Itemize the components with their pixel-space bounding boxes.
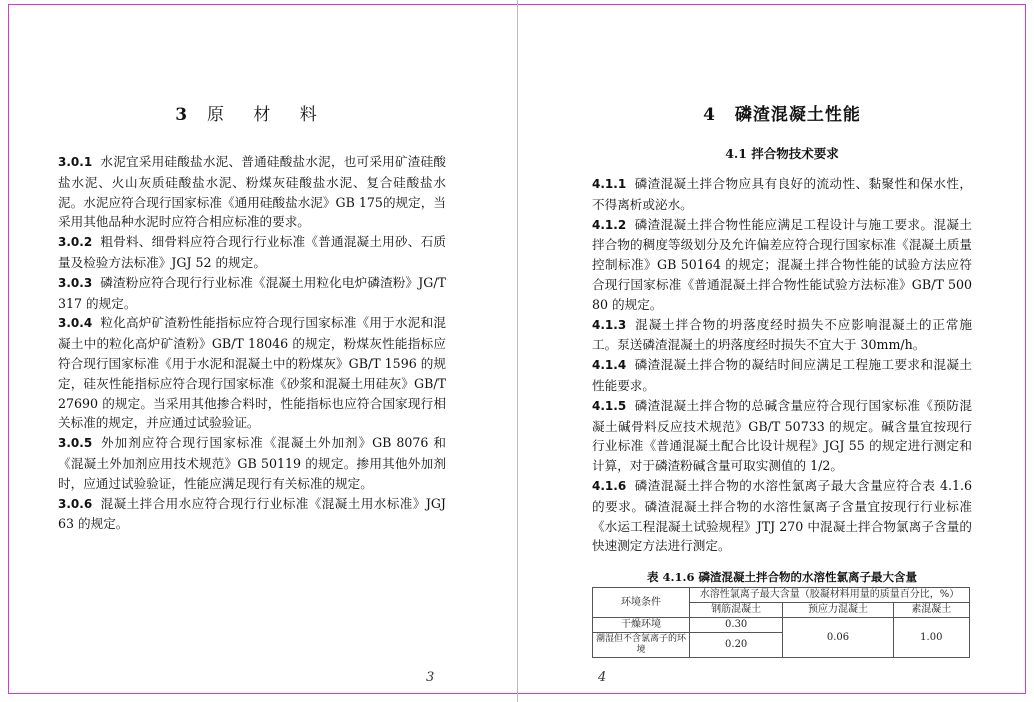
chapter-number: 4 xyxy=(703,105,716,125)
clause-number: 4.1.5 xyxy=(592,398,627,413)
table-cell: 潮湿但不含氯离子的环境 xyxy=(593,633,690,658)
clause-number: 3.0.2 xyxy=(58,235,93,250)
table-cell: 0.06 xyxy=(783,618,893,658)
clause xyxy=(592,396,972,476)
clause-text: 混凝土拌合物的坍落度经时损失不应影响混凝土的正常施工。泵送磷渣混凝土的坍落度经时损失不宜大于 30mm/h。 xyxy=(592,316,972,353)
clause-number: 3.0.4 xyxy=(58,316,93,331)
chloride-limit-table xyxy=(592,587,970,658)
table-cell: 0.30 xyxy=(690,618,783,633)
table-caption: 表 4.1.6 磷渣混凝土拌合物的水溶性氯离子最大含量 xyxy=(646,570,918,584)
clause xyxy=(58,494,446,535)
clause-text: 磷渣混凝土拌合物的凝结时间应满足工程施工要求和混凝土性能要求。 xyxy=(592,357,972,393)
clause xyxy=(58,232,446,273)
table-cell: 0.20 xyxy=(690,633,783,658)
table-header-cell: 预应力混凝土 xyxy=(783,603,893,618)
clause-number: 3.0.5 xyxy=(58,436,93,451)
clause-text: 磷渣混凝土拌合物的水溶性氯离子最大含量应符合表 4.1.6 的要求。磷渣混凝土拌合物的水溶性氯离子含量宜按现行行业标准《水运工程混凝土试验规程》JTJ 270 中混凝土拌合物氯离子含量的快速测定方法进行测定。 xyxy=(592,477,972,554)
chapter-3-title xyxy=(58,100,446,125)
clause-text: 磷渣混凝土拌合物性能应满足工程设计与施工要求。混凝土拌合物的稠度等级划分及允许偏差应符合现行国家标准《混凝土质量控制标准》GB 50164 的规定；混凝土拌合物性能的试验方法应符合现行国家标准《普通混凝土拌合物性能试验方法标准》GB/T 50080 的规定。 xyxy=(592,216,972,312)
clause-number: 4.1.1 xyxy=(592,177,627,191)
table-header-cell: 钢筋混凝土 xyxy=(690,603,783,618)
chapter-4-title xyxy=(592,100,972,125)
left-clauses xyxy=(58,152,446,534)
clause-number: 4.1.4 xyxy=(592,358,627,373)
clause-text: 水泥宜采用硅酸盐水泥、普通硅酸盐水泥，也可采用矿渣硅酸盐水泥、火山灰质硅酸盐水泥、粉煤灰硅酸盐水泥、复合硅酸盐水泥。水泥应符合现行国家标准《通用硅酸盐水泥》GB 175的规定，当采用其他品种水泥时应符合相应标准的要求。 xyxy=(58,154,446,230)
clause-number: 3.0.6 xyxy=(58,496,93,511)
left-page xyxy=(58,0,446,702)
clause-number: 4.1.3 xyxy=(592,317,627,332)
clause xyxy=(592,174,972,215)
clause xyxy=(592,476,972,556)
clause-text: 磷渣混凝土拌合物应具有良好的流动性、黏聚性和保水性，不得离析或泌水。 xyxy=(592,176,972,212)
table-header-row xyxy=(593,588,970,603)
clause-text: 磷渣粉应符合现行行业标准《混凝土用粒化电炉磷渣粉》JG/T 317 的规定。 xyxy=(58,274,446,311)
chapter-title-text: 原 材 料 xyxy=(206,105,329,125)
clause-text: 粒化高炉矿渣粉性能指标应符合现行国家标准《用于水泥和混凝土中的粒化高炉矿渣粉》GB/T 18046 的规定，粉煤灰性能指标应符合现行国家标准《用于水泥和混凝土中的粉煤灰》GB/T 1596 的规定，硅灰性能指标应符合现行国家标准《砂浆和混凝土用硅灰》GB/T 27690 的规定。当采用其他掺合料时，性能指标也应符合国家现行相关标准的规定，并应通过试验验证。 xyxy=(58,315,446,431)
page-number: 3 xyxy=(426,670,435,685)
table-cell: 1.00 xyxy=(893,618,969,658)
clause-text: 外加剂应符合现行国家标准《混凝土外加剂》GB 8076 和《混凝土外加剂应用技术规范》GB 50119 的规定。掺用其他外加剂时，应通过试验验证，性能应满足现行有关标准的规定。 xyxy=(58,435,446,491)
chapter-title-text: 磷渣混凝土性能 xyxy=(734,105,861,125)
page-number: 4 xyxy=(598,670,607,685)
table-header-cell: 水溶性氯离子最大含量（胶凝材料用量的质量百分比，%） xyxy=(690,588,970,603)
clause-text: 粗骨料、细骨料应符合现行行业标准《普通混凝土用砂、石质量及检验方法标准》JGJ 52 的规定。 xyxy=(58,234,446,270)
clause xyxy=(58,152,446,232)
clause xyxy=(592,215,972,315)
clause xyxy=(58,433,446,493)
clause-number: 4.1.6 xyxy=(592,478,627,493)
spread-gutter xyxy=(517,0,518,702)
clause-text: 磷渣混凝土拌合物的总碱含量应符合现行国家标准《预防混凝土碱骨料反应技术规范》GB/T 50733 的规定。碱含量宜按现行行业标准《普通混凝土配合比设计规程》JGJ 55 的规定进行测定和计算，对于磷渣粉碱含量可取实测值的 1/2。 xyxy=(592,397,972,474)
right-clauses xyxy=(592,174,972,556)
clause xyxy=(58,273,446,314)
table-header-cell: 环境条件 xyxy=(593,588,690,618)
right-page xyxy=(592,0,972,702)
table-header-cell: 素混凝土 xyxy=(893,603,969,618)
clause-number: 4.1.2 xyxy=(592,217,627,232)
clause xyxy=(592,315,972,356)
clause xyxy=(58,313,446,433)
chapter-number: 3 xyxy=(175,105,189,125)
table-row xyxy=(593,618,970,633)
clause xyxy=(592,355,972,396)
clause-number: 3.0.3 xyxy=(58,275,93,290)
section-heading: 4.1 拌合物技术要求 xyxy=(725,146,839,161)
clause-number: 3.0.1 xyxy=(58,155,93,169)
table-cell: 干燥环境 xyxy=(593,618,690,633)
clause-text: 混凝土拌合用水应符合现行行业标准《混凝土用水标准》JGJ 63 的规定。 xyxy=(58,495,446,532)
